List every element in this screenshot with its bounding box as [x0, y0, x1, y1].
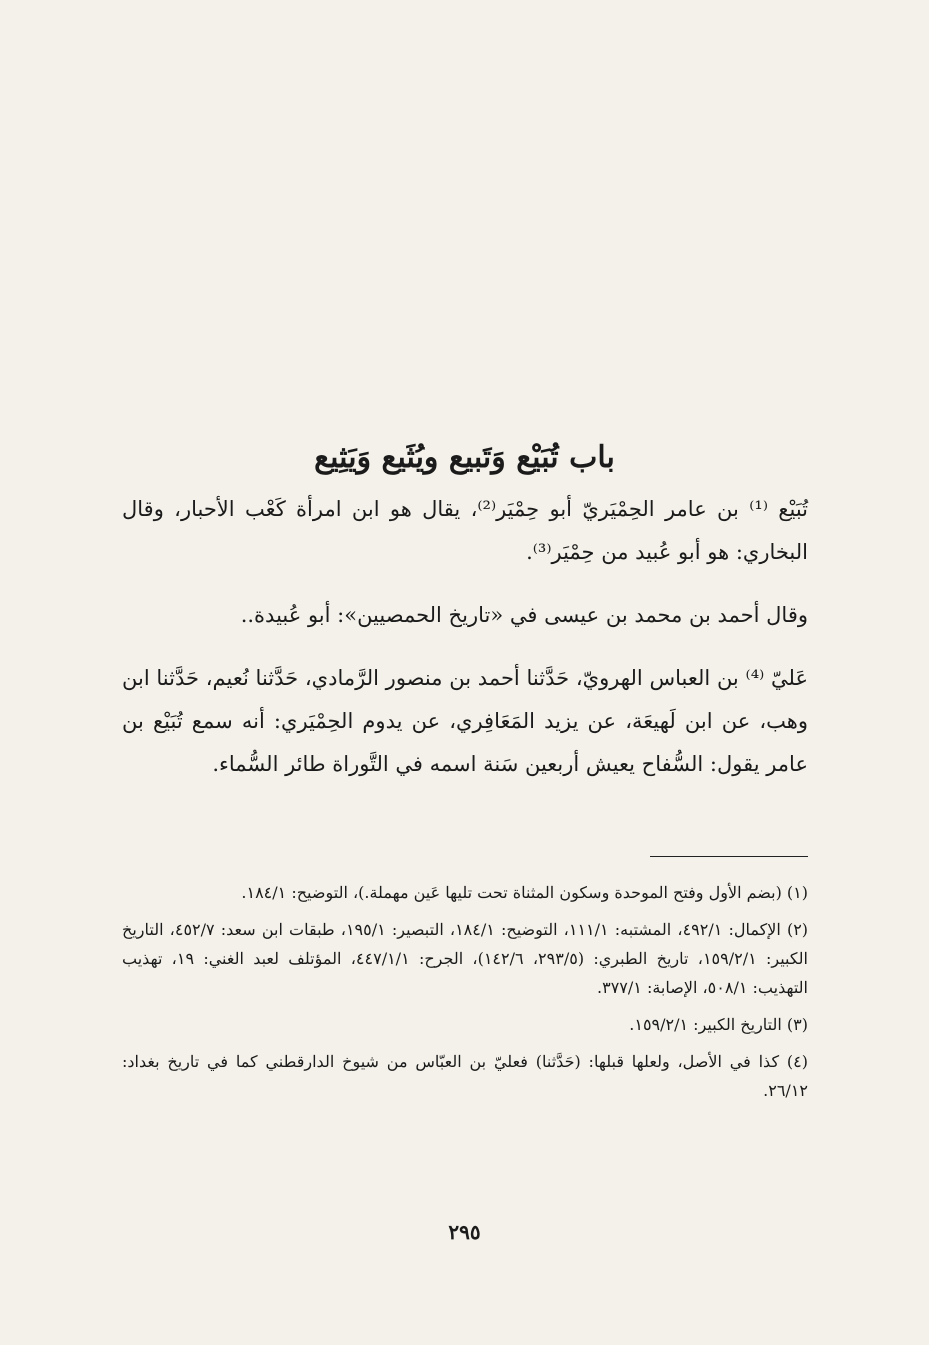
- paragraph-ahmad: وقال أحمد بن محمد بن عيسى في «تاريخ الحمصيين»: أبو عُبيدة..: [240, 603, 808, 627]
- main-text: [122, 488, 808, 786]
- page-number: ٢٩٥: [448, 1220, 481, 1244]
- chapter-title: باب تُبَيْع وَتَبيع ويُثَيع وَيَثِيع: [314, 440, 615, 475]
- footnote-4: (٤) كذا في الأصل، ولعلها قبلها: (حَدَّثنا) فعليّ بن العبّاس من شيوخ الدارقطني كما في تاريخ بغداد: ٢٦/١٢.: [122, 1052, 808, 1100]
- paragraph-tubay: تُبَيْع ⁽¹⁾ بن عامر الحِمْيَريّ أبو حِمْيَر⁽²⁾، يقال هو ابن امرأة كَعْب الأحبار، وقال البخاري: هو أبو عُبيد من حِمْيَر⁽³⁾.: [122, 497, 808, 564]
- footnote-1: (١) (بضم الأول وفتح الموحدة وسكون المثناة تحت تليها عَين مهملة.)، التوضيح: ١٨٤/١.: [241, 883, 808, 902]
- footnote-2: (٢) الإكمال: ٤٩٢/١، المشتبه: ١١١/١، التوضيح: ١٨٤/١، التبصير: ١٩٥/١، طبقات ابن سعد: ٤٥٢/٧، التاريخ الكبير: ١٥٩/٢/١، تاريخ الطبري: (٢٩٣/٥، ١٤٢/٦)، الجرح: ٤٤٧/١/١، المؤتلف لعبد الغني: ١٩، تهذيب التهذيب: ٥٠٨/١، الإصابة: ٣٧٧/١.: [122, 920, 809, 997]
- paragraph-ali: عَليّ ⁽⁴⁾ بن العباس الهرويّ، حَدَّثنا أحمد بن منصور الرَّمادي، حَدَّثنا نُعيم، حَدَّثنا ابن وهب، عن ابن لَهيعَة، عن يزيد المَعَافِري، عن يدوم الحِمْيَري: أنه سمع تُبَيْع بن عامر يقول: السُّفاح يعيش أربعين سَنة اسمه في التَّوراة طائر السُّماء.: [122, 666, 809, 776]
- footnote-divider: [650, 856, 808, 857]
- footnote-3: (٣) التاريخ الكبير: ١٥٩/٢/١.: [629, 1015, 808, 1034]
- footnotes: [122, 878, 808, 1105]
